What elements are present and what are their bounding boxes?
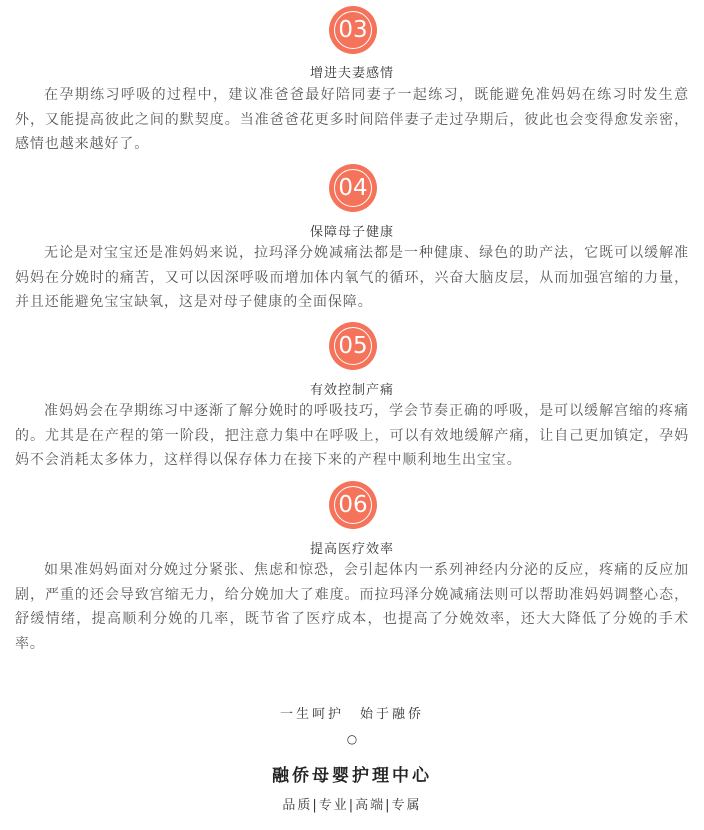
footer-slogan: 一生呵护 始于融侨 bbox=[279, 707, 424, 722]
section-number: 04 bbox=[338, 175, 368, 201]
number-circle bbox=[329, 6, 377, 54]
section-title: 有效控制产痛 bbox=[309, 383, 394, 398]
footer-organization-name: 融侨母婴护理中心 bbox=[272, 766, 432, 786]
section-title: 增进夫妻感情 bbox=[309, 66, 394, 81]
section-number-badge bbox=[329, 164, 377, 212]
section-number: 03 bbox=[338, 17, 368, 43]
section-paragraph: 如果准妈妈面对分娩过分紧张、焦虑和惊恐，会引起体内一系列神经内分泌的反应，疼痛的反应加剧，严重的还会导致宫缩无力，给分娩加大了难度。而拉玛泽分娩减痛法则可以帮助准妈妈调整心态，舒缓情绪，提高顺利分娩的几率，既节省了医疗成本，也提高了分娩效率，还大大降低了分娩的手术率。 bbox=[15, 562, 689, 652]
section-paragraph: 准妈妈会在孕期练习中逐渐了解分娩时的呼吸技巧，学会节奏正确的呼吸，是可以缓解宫缩的疼痛的。尤其是在产程的第一阶段，把注意力集中在呼吸上，可以有效地缓解产痛，让自己更加镇定，孕妈妈不会消耗太多体力，这样得以保存体力在接下来的产程中顺利地生出宝宝。 bbox=[15, 403, 689, 468]
section-number-badge bbox=[329, 481, 377, 529]
section-paragraph: 在孕期练习呼吸的过程中，建议准爸爸最好陪同妻子一起练习，既能避免准妈妈在练习时发生意外，又能提高彼此之间的默契度。当准爸爸花更多时间陪伴妻子走过孕期后，彼此也会变得愈发亲密，感情也越来越好了。 bbox=[15, 87, 689, 152]
footer-tagline: 品质|专业|高端|专属 bbox=[282, 798, 422, 813]
section-number-badge bbox=[329, 322, 377, 370]
section-number: 06 bbox=[338, 492, 368, 518]
footer-divider-dot: ○ bbox=[346, 732, 358, 746]
number-circle bbox=[329, 322, 377, 370]
section-number-badge bbox=[329, 6, 377, 54]
section-number: 05 bbox=[338, 333, 368, 359]
section-title: 提高医疗效率 bbox=[309, 542, 394, 557]
number-circle bbox=[329, 481, 377, 529]
section-paragraph: 无论是对宝宝还是准妈妈来说，拉玛泽分娩减痛法都是一种健康、绿色的助产法，它既可以缓解准妈妈在分娩时的痛苦，又可以因深呼吸而增加体内氧气的循环，兴奋大脑皮层，从而加强宫缩的力量，并且还能避免宝宝缺氧，这是对母子健康的全面保障。 bbox=[15, 245, 689, 310]
section-title: 保障母子健康 bbox=[309, 225, 394, 240]
number-circle bbox=[329, 164, 377, 212]
